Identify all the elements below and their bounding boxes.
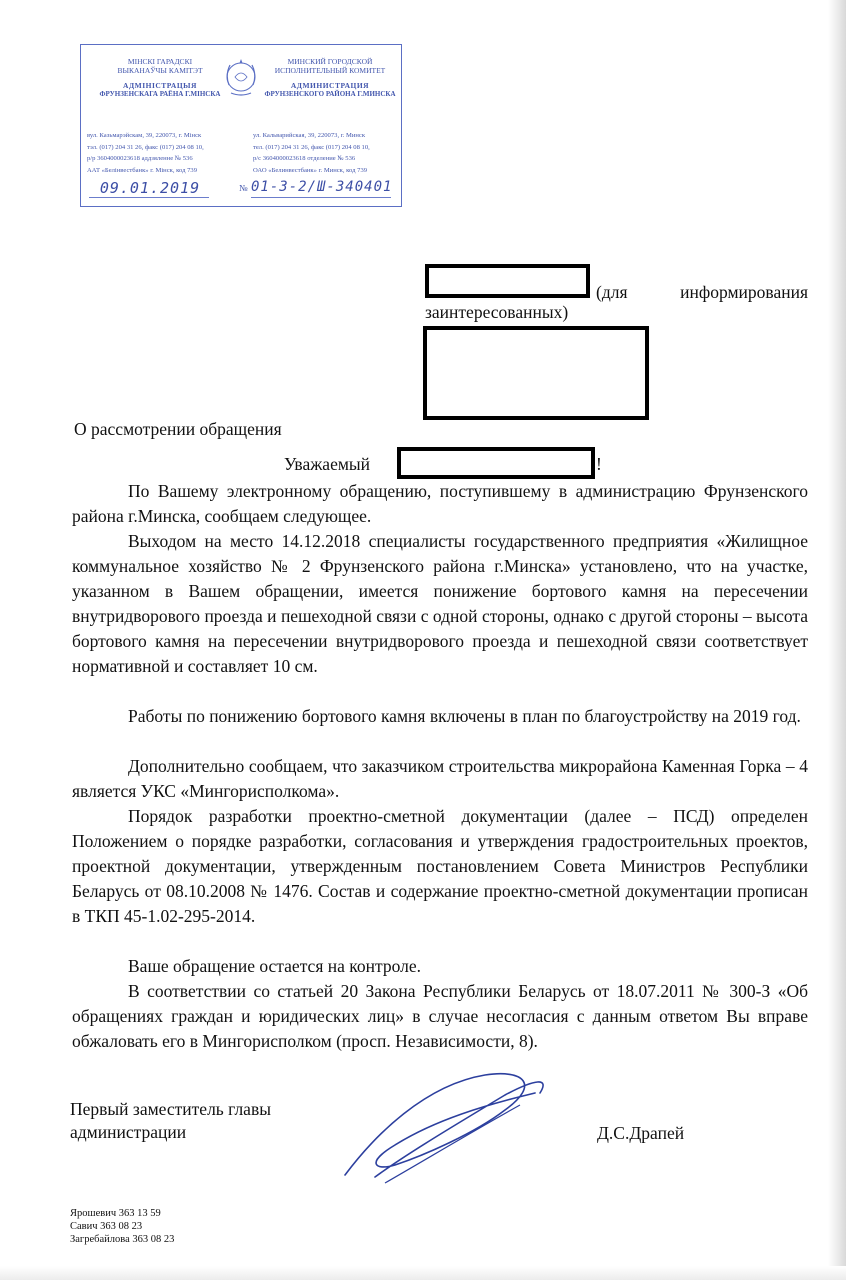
body-paragraph: В соответствии со статьей 20 Закона Республики Беларусь от 18.07.2011 № 300-З «Об обращениях граждан и юридических лиц» в случае несогласия с данным ответом Вы вправе обжаловать его в Мингорисполком (просп. Независимости, 8). [72,981,808,1051]
signatory-position-line: Первый заместитель главы [70,1099,271,1119]
stamp-left-district: ФРУНЗЕНСКАГА РАЁНА Г.МІНСКА [99,90,221,98]
contact-line: Загребайлова 363 08 23 [70,1234,175,1245]
signatory-position-line: администрации [70,1122,187,1142]
stamp-right-district: ФРУНЗЕНСКОГО РАЙОНА Г.МИНСКА [264,90,396,98]
handwritten-signature [335,1065,585,1185]
stamp-right-org-line: МИНСКИЙ ГОРОДСКОЙ [287,57,373,66]
stamp-date: 09.01.2019 [99,179,201,197]
stamp-date-underline [89,197,209,198]
recipient-note-line1: (для информирования [596,282,808,302]
redacted-recipient-address [423,326,649,420]
stamp-address-line: р/с 3604000023618 отделение № 536 [253,155,356,163]
stamp-address-line: ул. Кальварийская, 39, 220073, г. Минск [253,132,366,139]
stamp-address-line: ОАО «Белинвестбанк» г. Минск, код 739 [253,166,368,174]
body-paragraph: Работы по понижению бортового камня включены в план по благоустройству на 2019 год. [128,706,801,726]
body-paragraph: Выходом на место 14.12.2018 специалисты государственного предприятия «Жилищное коммунальное хозяйство № 2 Фрунзенского района г.Минска» установлено, что на участке, указанном в Вашем обращении, имеется понижение бортового камня на пересечении внутридворового проезда и пешеходной связи с одной стороны, однако с другой стороны – высота бортового камня на пересечении внутридворового проезда и пешеходной связи соответствует нормативной и составляет 10 см. [72,531,808,676]
page-edge-shadow [828,0,846,1280]
redacted-recipient-name [425,264,590,298]
contact-line: Савич 363 08 23 [70,1221,143,1232]
stamp-left-org-line: МІНСКІ ГАРАДСКІ [127,57,193,66]
stamp-left-org-line: ВЫКАНАЎЧЫ КАМІТЭТ [117,66,203,75]
body-paragraph: По Вашему электронному обращению, поступившему в администрацию Фрунзенского района г.Минска, сообщаем следующее. [72,481,808,526]
contacts-list [70,1207,174,1246]
signatory-name: Д.С.Драпей [597,1123,685,1143]
stamp-right-org-line: ИСПОЛНИТЕЛЬНЫЙ КОМИТЕТ [274,66,386,75]
stamp-address-line: тел. (017) 204 31 26, факс (017) 204 08 10, [253,143,370,151]
stamp-left-address [87,130,237,176]
official-stamp [80,44,402,207]
stamp-right-admin: АДМИНИСТРАЦИЯ [290,81,370,90]
page-bottom-shadow [0,1266,846,1280]
stamp-address-line: тэл. (017) 204 31 26, факс (017) 204 08 10, [87,143,204,151]
stamp-right-header [257,57,403,99]
stamp-number-underline [251,197,391,198]
stamp-number-sign: № [239,183,248,193]
stamp-right-address [253,130,403,176]
greeting-prefix: Уважаемый [284,454,371,474]
coat-of-arms-icon [221,55,261,99]
stamp-left-admin: АДМІНІСТРАЦЫЯ [123,81,197,90]
letter-subject: О рассмотрении обращения [74,419,282,439]
recipient-note-line2: заинтересованных) [425,302,569,322]
stamp-address-line: ААТ «Белінвестбанк» г. Мінск, код 739 [87,166,197,174]
stamp-registration-number: 01-3-2/Ш-340401 [251,179,393,195]
stamp-address-line: р/р 3604000023618 аддзяленне № 536 [87,155,193,163]
stamp-address-line: вул. Казьмарэйскам, 39, 220073, г. Мінск [87,132,202,139]
contact-line: Ярошевич 363 13 59 [70,1208,161,1219]
body-paragraph: Дополнительно сообщаем, что заказчиком строительства микрорайона Каменная Горка – 4 является УКС «Мингорисполкома». [72,756,808,801]
body-paragraph: Порядок разработки проектно-сметной документации (далее – ПСД) определен Положением о порядке разработки, согласования и утверждения градостроительных проектов, проектной документации, утвержденным постановлением Совета Министров Республики Беларусь от 08.10.2008 № 1476. Состав и содержание проектно-сметной документации прописан в ТКП 45-1.02-295-2014. [72,806,808,926]
redacted-addressee-name [397,447,595,479]
body-paragraph: Ваше обращение остается на контроле. [128,956,421,976]
signatory-position [70,1098,271,1144]
stamp-left-header [87,57,233,99]
greeting-suffix: ! [596,454,602,474]
